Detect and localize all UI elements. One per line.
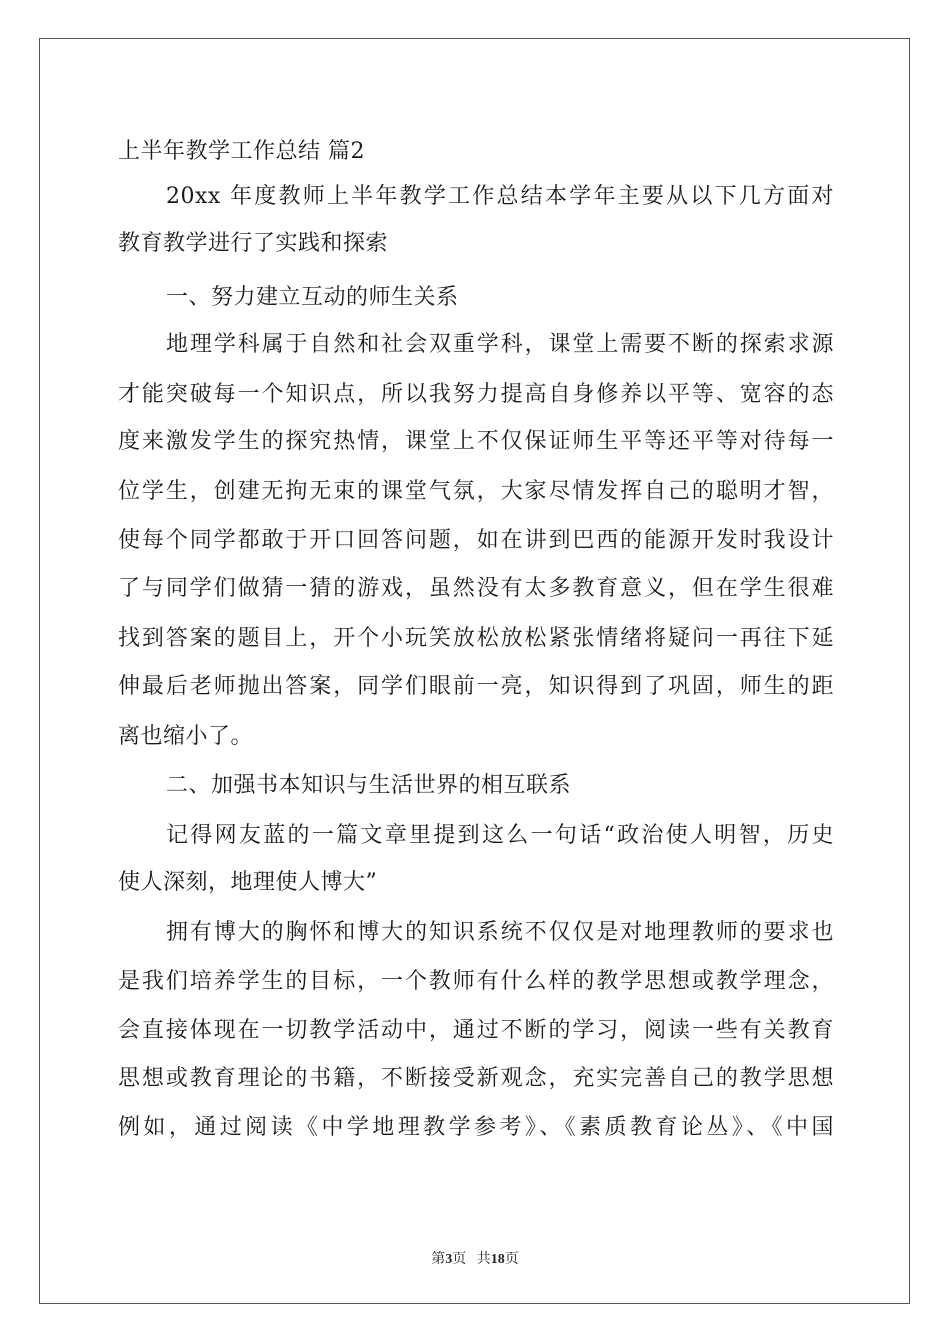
paragraph-line: 记得网友蓝的一篇文章里提到这么一句话“政治使人明智，历史 <box>166 823 834 848</box>
paragraph-line: 了与同学们做猜一猜的游戏，虽然没有太多教育意义，但在学生很难 <box>118 576 834 601</box>
paragraph-line: 度来激发学生的探究热情，课堂上不仅保证师生平等还平等对待每一 <box>118 429 834 454</box>
paragraph-line: 拥有博大的胸怀和博大的知识系统不仅仅是对地理教师的要求也 <box>166 920 834 945</box>
page-footer <box>0 1248 950 1268</box>
page-number: 3 <box>445 1252 453 1267</box>
paragraph-line: 位学生，创建无拘无束的课堂气氛，大家尽情发挥自己的聪明才智， <box>118 479 834 504</box>
paragraph-line: 是我们培养学生的目标，一个教师有什么样的教学思想或教学理念， <box>118 969 834 994</box>
paragraph-line: 使每个同学都敢于开口回答问题，如在讲到巴西的能源开发时我设计 <box>118 528 834 553</box>
section-heading: 一、努力建立互动的师生关系 <box>166 285 459 310</box>
paragraph-line: 离也缩小了。 <box>118 724 254 749</box>
paragraph-line: 20xx 年度教师上半年教学工作总结本学年主要从以下几方面对 <box>166 184 834 209</box>
paragraph-line: 例如，通过阅读《中学地理教学参考》、《素质教育论丛》、《中国 <box>118 1115 834 1140</box>
paragraph-line: 地理学科属于自然和社会双重学科，课堂上需要不断的探索求源 <box>166 332 834 357</box>
paragraph-line: 伸最后老师抛出答案，同学们眼前一亮，知识得到了巩固，师生的距 <box>118 674 834 699</box>
total-prefix: 共 <box>476 1252 491 1267</box>
paragraph-line: 使人深刻，地理使人博大” <box>118 870 378 895</box>
paragraph-line: 会直接体现在一切教学活动中，通过不断的学习，阅读一些有关教育 <box>118 1018 834 1043</box>
paragraph-line: 才能突破每一个知识点，所以我努力提高自身修养以平等、宽容的态 <box>118 382 834 407</box>
section-heading: 二、加强书本知识与生活世界的相互联系 <box>166 773 572 798</box>
paragraph-line: 教育教学进行了实践和探索 <box>118 231 389 256</box>
paragraph-line: 找到答案的题目上，开个小玩笑放松放松紧张情绪将疑问一再往下延 <box>118 626 834 651</box>
page-suffix: 页 <box>452 1252 467 1267</box>
total-suffix: 页 <box>504 1252 519 1267</box>
paragraph-line: 思想或教育理论的书籍，不断接受新观念，充实完善自己的教学思想 <box>118 1066 834 1091</box>
total-pages: 18 <box>490 1252 505 1267</box>
document-title: 上半年教学工作总结 篇2 <box>118 139 365 164</box>
page-prefix: 第 <box>431 1252 446 1267</box>
